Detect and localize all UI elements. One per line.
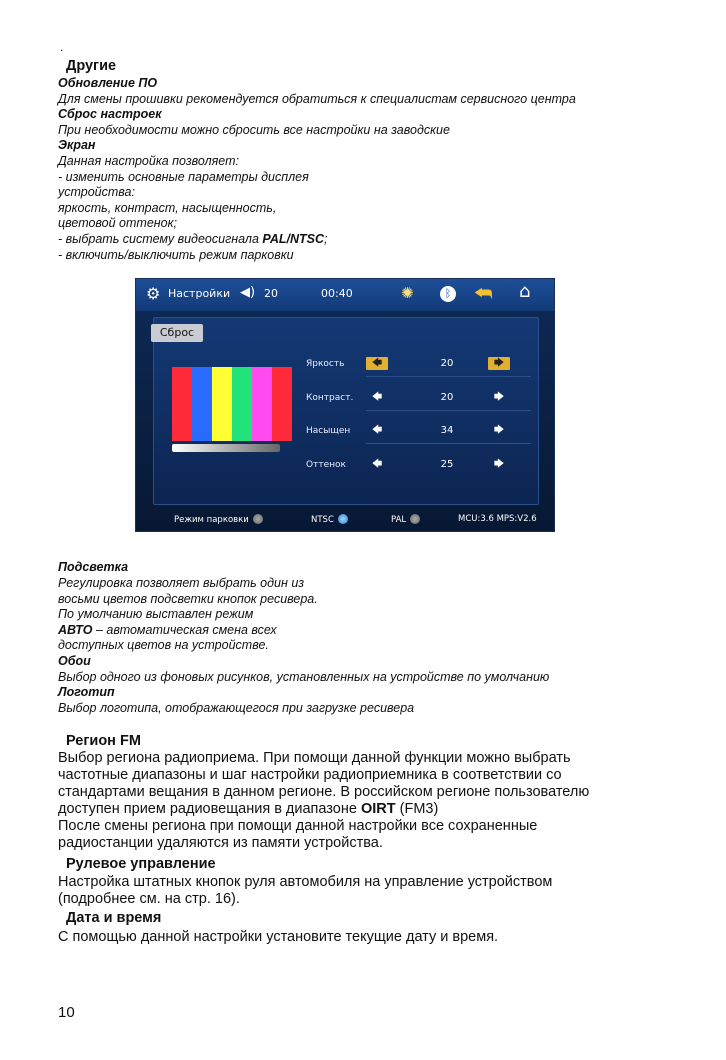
ntsc-toggle[interactable]	[311, 514, 348, 525]
region-line: стандартами вещания в данном регионе. В российском регионе пользователю	[58, 784, 590, 800]
reset-title: Сброс настроек	[58, 107, 162, 121]
auto-bold: АВТО	[58, 623, 93, 637]
color-bar	[232, 367, 252, 441]
brightness-decrease-button[interactable]: 🡄	[366, 357, 388, 370]
logo-title: Логотип	[58, 685, 115, 699]
ntsc-label: NTSC	[311, 515, 334, 525]
clock-time: 00:40	[321, 287, 353, 300]
screenshot-topbar	[136, 279, 554, 311]
color-bar	[172, 367, 192, 441]
region-oirt-line	[58, 801, 438, 818]
color-bars	[172, 367, 292, 441]
color-bar	[212, 367, 232, 441]
screen-title: Экран	[58, 138, 96, 152]
back-arrow-icon: ⮪	[474, 281, 493, 305]
firmware-title: Обновление ПО	[58, 76, 158, 90]
region-line: После смены региона при помощи данной настройки все сохраненные	[58, 818, 538, 834]
volume-icon: ◀)	[240, 285, 256, 300]
region-line4-suffix: (FM3)	[395, 801, 439, 817]
contrast-value: 20	[440, 392, 454, 403]
parking-toggle[interactable]	[174, 514, 263, 525]
home-icon: ⌂	[519, 281, 531, 302]
brightness-icon: ✺	[401, 284, 414, 302]
row-divider	[366, 376, 531, 377]
datetime-heading: Дата и время	[66, 910, 162, 926]
settings-screenshot	[135, 278, 555, 532]
wallpaper-text: Выбор одного из фоновых рисунков, установленных на устройстве по умолчанию	[58, 670, 550, 684]
auto-text: – автоматическая смена всех	[92, 623, 277, 637]
region-heading: Регион FM	[66, 733, 141, 749]
screen-line: - изменить основные параметры дисплея	[58, 170, 309, 184]
parking-indicator-icon	[253, 514, 263, 524]
screen-video-line	[58, 232, 327, 248]
screen-video-prefix: - выбрать систему видеосигнала	[58, 232, 263, 246]
parking-label: Режим парковки	[174, 515, 249, 525]
color-bar	[252, 367, 272, 441]
screenshot-title: Настройки	[168, 287, 231, 300]
row-label-saturation: Насыщен	[306, 426, 351, 436]
pal-label: PAL	[391, 515, 407, 525]
steering-heading: Рулевое управление	[66, 856, 216, 872]
saturation-decrease-button[interactable]: 🡄	[371, 425, 383, 436]
bluetooth-icon: ᛒ	[440, 286, 456, 302]
datetime-text: С помощью данной настройки установите текущие дату и время.	[58, 929, 499, 945]
screen-parking-line: - включить/выключить режим парковки	[58, 248, 294, 262]
pal-indicator-icon	[410, 514, 420, 524]
screen-line: устройства:	[58, 185, 135, 199]
pal-toggle[interactable]	[391, 514, 420, 525]
brightness-value: 20	[440, 358, 454, 369]
region-line: радиостанции удаляются из памяти устройства.	[58, 835, 383, 851]
screen-line: цветовой оттенок;	[58, 216, 177, 230]
hue-increase-button[interactable]: 🡆	[493, 459, 505, 470]
row-divider	[366, 410, 531, 411]
backlight-line: Регулировка позволяет выбрать один из	[58, 576, 305, 590]
ntsc-indicator-icon	[338, 514, 348, 524]
color-bar	[272, 367, 292, 441]
reset-button[interactable]: Сброс	[151, 324, 203, 342]
backlight-line: доступных цветов на устройстве.	[58, 638, 269, 652]
wallpaper-title: Обои	[58, 654, 91, 668]
version-text: MCU:3.6 MPS:V2.6	[458, 514, 537, 524]
row-label-contrast: Контраст.	[306, 393, 354, 403]
hue-decrease-button[interactable]: 🡄	[371, 459, 383, 470]
row-divider	[366, 443, 531, 444]
screen-line: Данная настройка позволяет:	[58, 154, 239, 168]
backlight-title: Подсветка	[58, 560, 129, 574]
stray-dot: .	[60, 40, 64, 54]
brightness-increase-button[interactable]: 🡆	[488, 357, 510, 370]
backlight-line: восьми цветов подсветки кнопок ресивера.	[58, 592, 318, 606]
page-number: 10	[58, 1004, 75, 1021]
row-label-hue: Оттенок	[306, 460, 346, 470]
region-line4-prefix: доступен прием радиовещания в диапазоне	[58, 801, 361, 817]
contrast-decrease-button[interactable]: 🡄	[371, 392, 383, 403]
gear-icon: ⚙	[146, 284, 161, 303]
contrast-increase-button[interactable]: 🡆	[493, 392, 505, 403]
saturation-value: 34	[440, 425, 454, 436]
steering-line: (подробнее см. на стр. 16).	[58, 891, 240, 907]
section-heading-other: Другие	[66, 58, 117, 74]
reset-text: При необходимости можно сбросить все настройки на заводские	[58, 123, 450, 137]
volume-value: 20	[264, 287, 278, 300]
screenshot-bottombar	[136, 507, 554, 531]
region-line: частотные диапазоны и шаг настройки радиоприемника в соответствии со	[58, 767, 562, 783]
screen-video-suffix: ;	[323, 232, 328, 246]
backlight-auto-line	[58, 623, 277, 639]
grayscale-gradient	[172, 444, 280, 452]
row-label-brightness: Яркость	[306, 359, 345, 369]
saturation-increase-button[interactable]: 🡆	[493, 425, 505, 436]
hue-value: 25	[440, 459, 454, 470]
region-line: Выбор региона радиоприема. При помощи данной функции можно выбрать	[58, 750, 571, 766]
pal-ntsc-bold: PAL/NTSC	[262, 232, 324, 246]
logo-text: Выбор логотипа, отображающегося при загрузке ресивера	[58, 701, 415, 715]
firmware-text: Для смены прошивки рекомендуется обратиться к специалистам сервисного центра	[58, 92, 576, 106]
steering-line: Настройка штатных кнопок руля автомобиля на управление устройством	[58, 874, 553, 890]
screen-line: яркость, контраст, насыщенность,	[58, 201, 277, 215]
backlight-line: По умолчанию выставлен режим	[58, 607, 254, 621]
color-bar	[192, 367, 212, 441]
oirt-bold: OIRT	[360, 801, 396, 817]
